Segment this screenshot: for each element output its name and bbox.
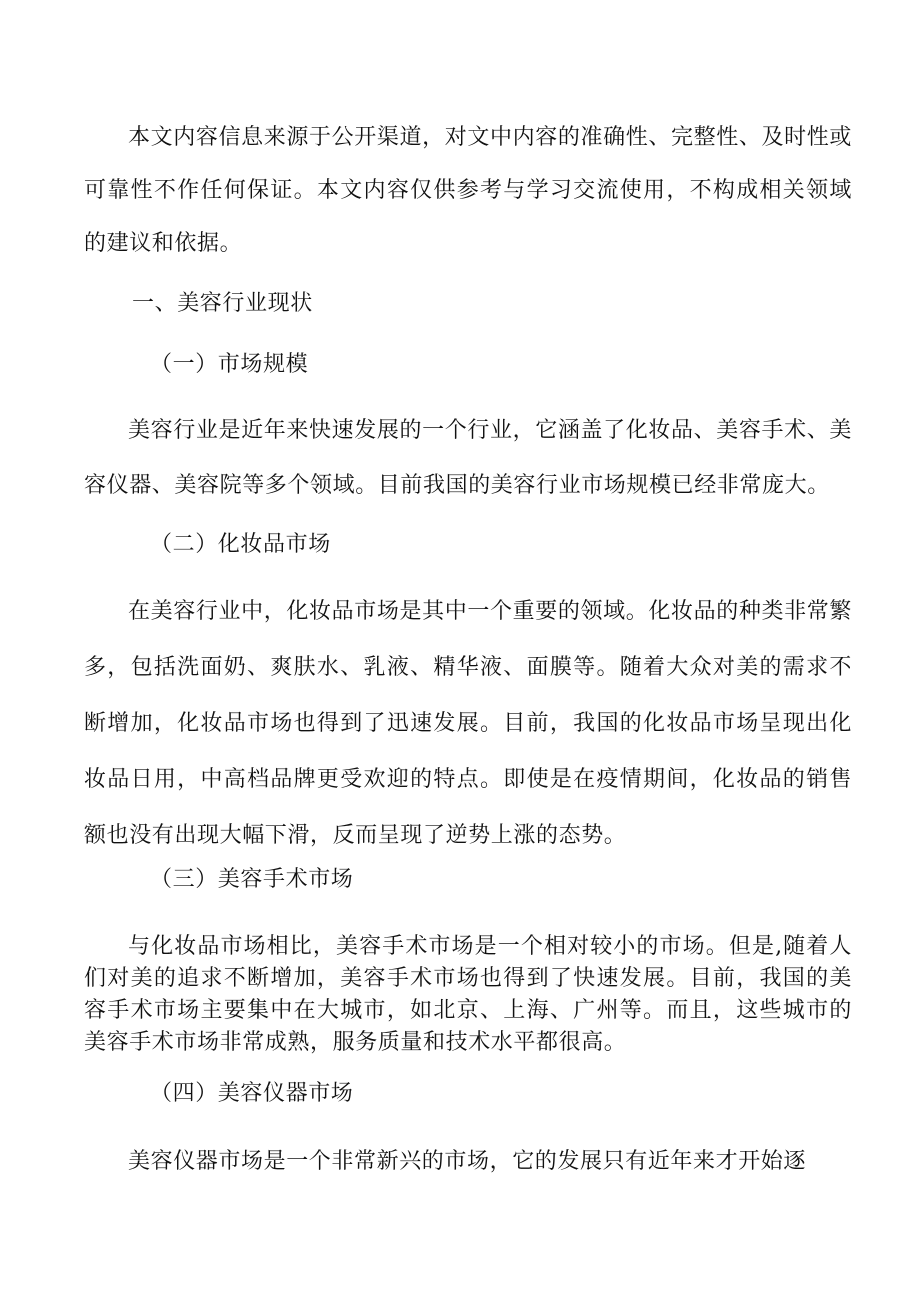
paragraph-market-size: 美容行业是近年来快速发展的一个行业，它涵盖了化妆品、美容手术、美容仪器、美容院等多个领域。目前我国的美容行业市场规模已经非常庞大。 bbox=[84, 418, 852, 498]
paragraph-surgery-market: 与化妆品市场相比，美容手术市场是一个相对较小的市场。但是,随着人们对美的追求不断增加，美容手术市场也得到了快速发展。目前，我国的美容手术市场主要集中在大城市，如北京、上海、广州等。而且，这些城市的美容手术市场非常成熟，服务质量和技术水平都很高。 bbox=[84, 934, 852, 1055]
paragraph-device-market: 美容仪器市场是一个非常新兴的市场，它的发展只有近年来才开始逐 bbox=[128, 1149, 807, 1174]
subsection-heading-surgery-market: （三）美容手术市场 bbox=[150, 867, 354, 892]
subsection-heading-market-size: （一）市场规模 bbox=[150, 352, 309, 377]
paragraph-cosmetics-market: 在美容行业中，化妆品市场是其中一个重要的领域。化妆品的种类非常繁多，包括洗面奶、爽肤水、乳液、精华液、面膜等。随着大众对美的需求不断增加，化妆品市场也得到了迅速发展。目前，我国的化妆品市场呈现出化妆品日用，中高档品牌更受欢迎的特点。即使是在疫情期间，化妆品的销售额也没有出现大幅下滑，反而呈现了逆势上涨的态势。 bbox=[84, 599, 852, 848]
subsection-heading-device-market: （四）美容仪器市场 bbox=[150, 1081, 354, 1106]
disclaimer-paragraph: 本文内容信息来源于公开渠道，对文中内容的准确性、完整性、及时性或可靠性不作任何保证。本文内容仅供参考与学习交流使用，不构成相关领域的建议和依据。 bbox=[84, 125, 852, 256]
section-heading-industry-status: 一、美容行业现状 bbox=[132, 291, 313, 316]
subsection-heading-cosmetics-market: （二）化妆品市场 bbox=[150, 532, 331, 557]
